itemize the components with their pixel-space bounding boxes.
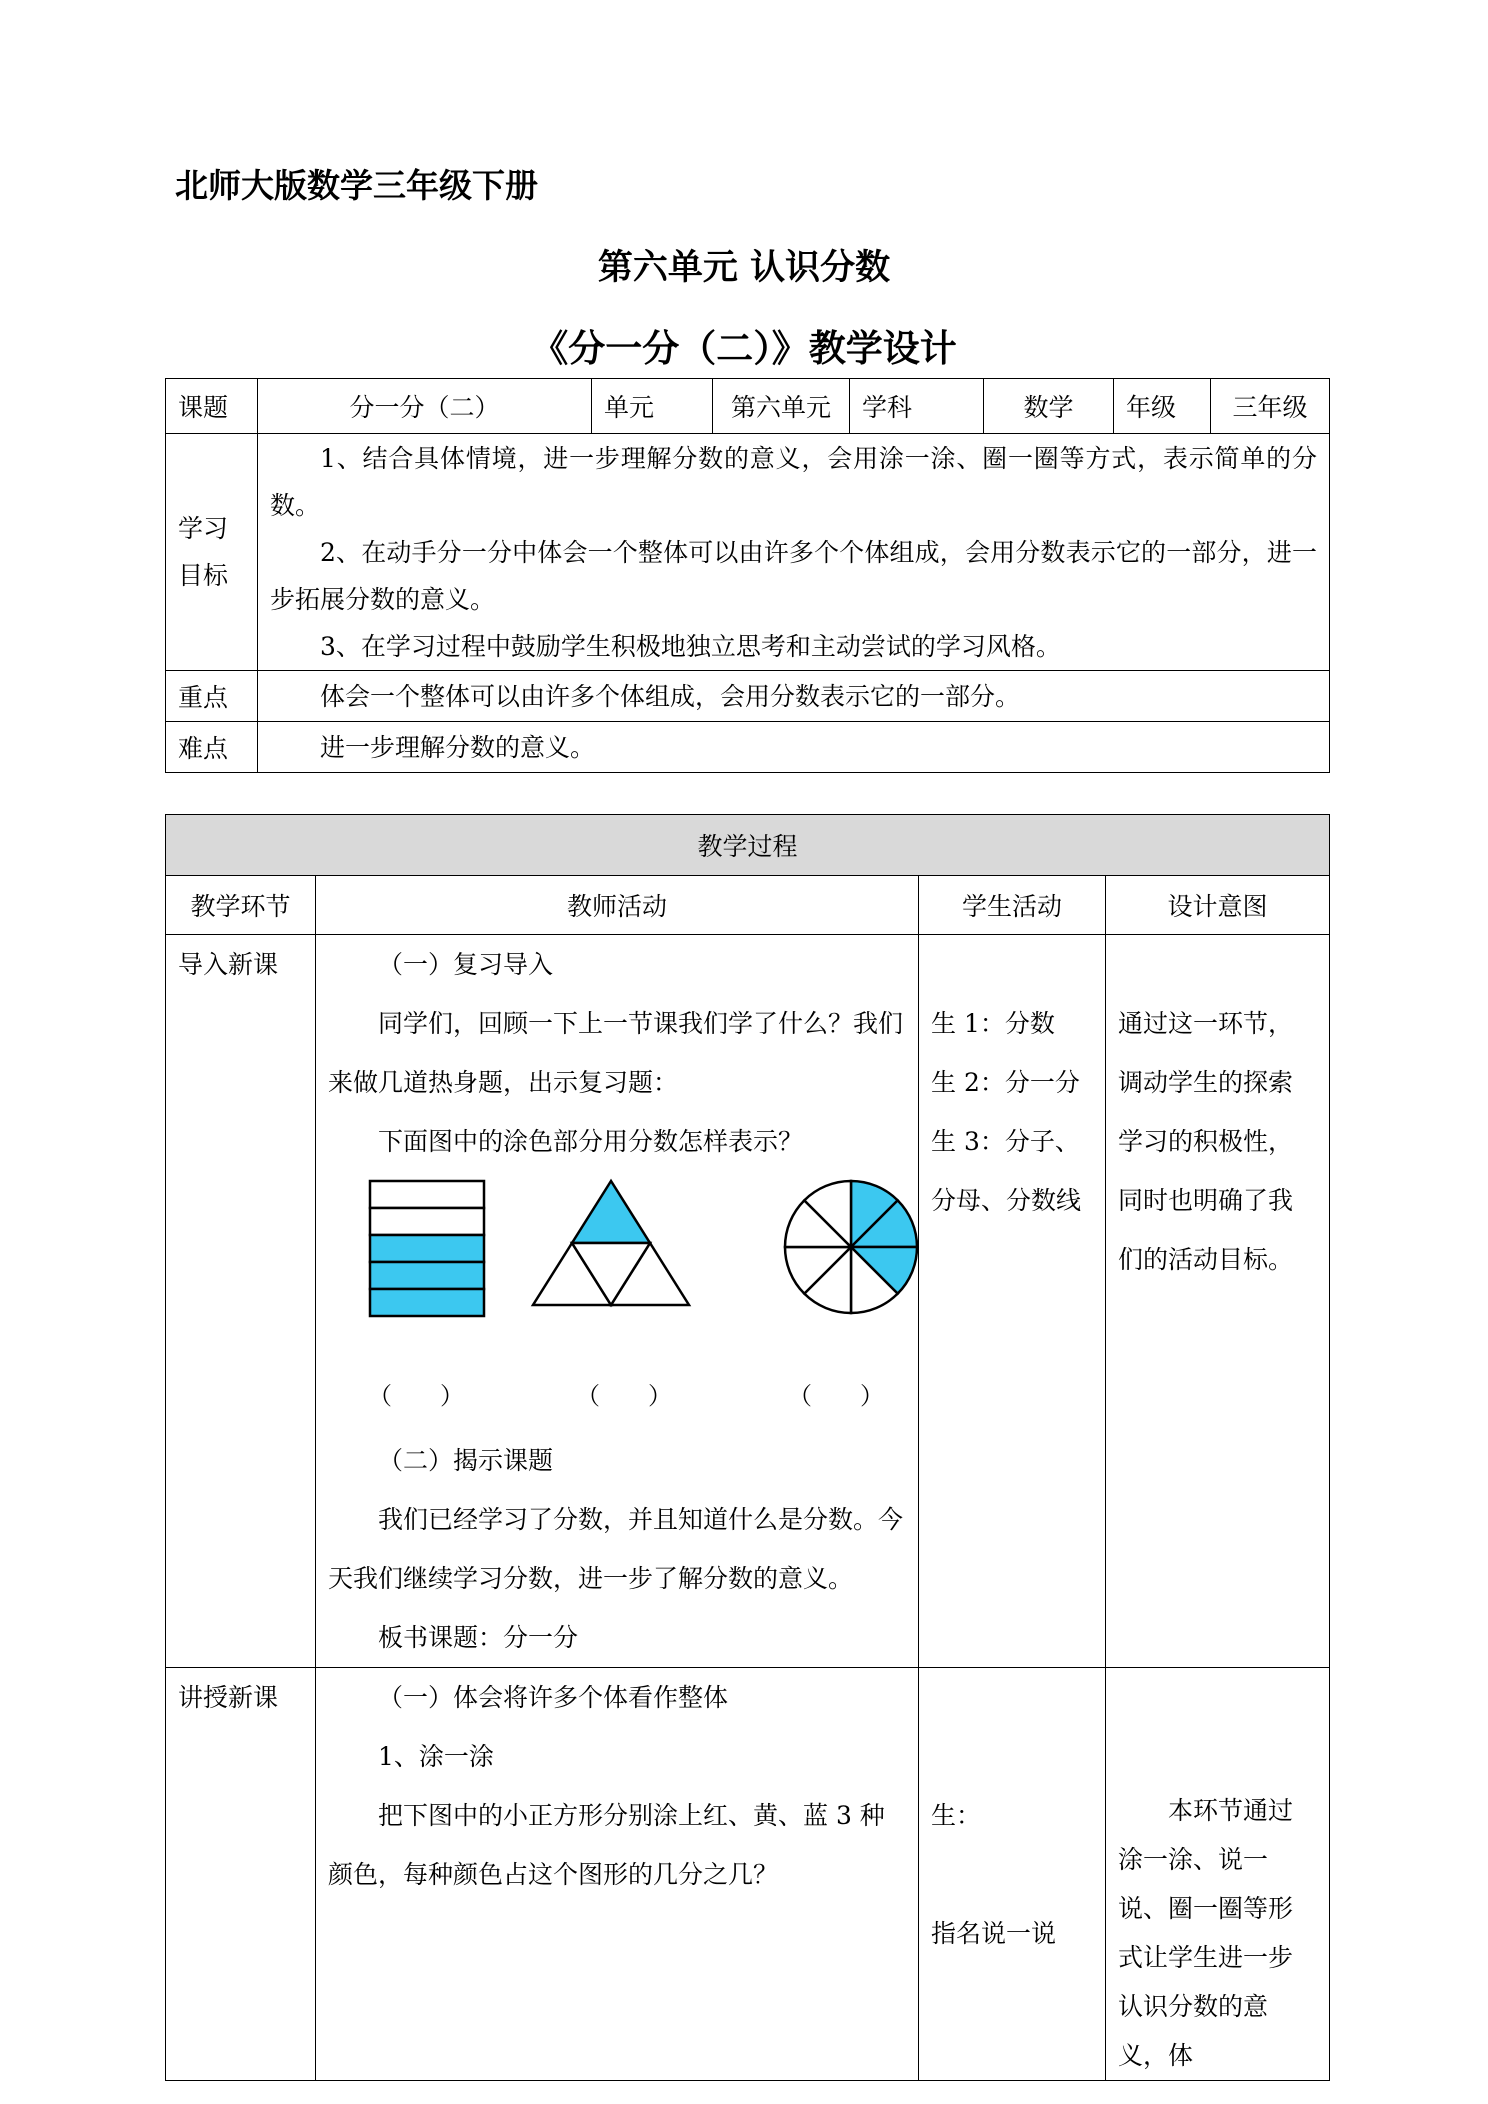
difficult-value: 进一步理解分数的意义。 (258, 722, 1330, 773)
paragraph: 板书课题：分一分 (378, 1623, 579, 1652)
answer-blank: （ ） (788, 1382, 884, 1410)
goal-item: 1、结合具体情境，进一步理解分数的意义，会用涂一涂、圈一圈等方式，表示简单的分数。 (270, 443, 1317, 520)
subsection-title: （一）复习导入 (378, 950, 554, 979)
answer-blank: （ ） (368, 1382, 464, 1410)
goals-label-line1: 学习 (178, 514, 229, 543)
stage-name: 导入新课 (166, 935, 316, 1668)
student-answer: 生 3：分子、分母、分数线 (931, 1127, 1082, 1215)
goals-cell (258, 434, 1330, 671)
difficult-label: 难点 (166, 722, 258, 773)
header-teacher: 教师活动 (316, 876, 919, 935)
subject-value: 数学 (984, 379, 1114, 434)
lesson-info-table (165, 378, 1330, 773)
teacher-activity (316, 935, 919, 1668)
triangle-figure (533, 1181, 689, 1305)
stage-name: 讲授新课 (166, 1668, 316, 2081)
review-figures (328, 1171, 906, 1376)
goal-item: 2、在动手分一分中体会一个整体可以由许多个个体组成，会用分数表示它的一部分，进一步拓展分数的意义。 (270, 537, 1317, 614)
process-title: 教学过程 (166, 815, 1330, 876)
design-intent (1106, 1668, 1330, 2081)
unit-title: 第六单元 认识分数 (597, 248, 891, 288)
lesson-title: 《分一分（二）》教学设计 (531, 327, 957, 370)
key-value: 体会一个整体可以由许多个体组成，会用分数表示它的一部分。 (258, 671, 1330, 722)
header-intent: 设计意图 (1106, 876, 1330, 935)
student-answer: 生： (931, 1801, 982, 1830)
paragraph: 同学们，回顾一下上一节课我们学了什么？我们来做几道热身题，出示复习题： (328, 1009, 904, 1097)
student-answer: 生 2：分一分 (931, 1068, 1080, 1097)
paragraph: 我们已经学习了分数，并且知道什么是分数。今天我们继续学习分数，进一步了解分数的意义。 (328, 1505, 904, 1593)
unit-value: 第六单元 (713, 379, 850, 434)
answer-blanks (328, 1376, 906, 1431)
student-activity (919, 935, 1106, 1668)
topic-value: 分一分（二） (258, 379, 592, 434)
paragraph: 下面图中的涂色部分用分数怎样表示？ (378, 1127, 804, 1156)
teacher-activity (316, 1668, 919, 2081)
subsection-title: （一）体会将许多个体看作整体 (378, 1683, 729, 1712)
student-answer: 生 1：分数 (931, 1009, 1055, 1038)
rectangle-figure (370, 1181, 484, 1316)
fraction-figures (328, 1171, 931, 1376)
design-intent (1106, 935, 1330, 1668)
grade-value: 三年级 (1211, 379, 1330, 434)
header-stage: 教学环节 (166, 876, 316, 935)
header-student: 学生活动 (919, 876, 1106, 935)
grade-label: 年级 (1114, 379, 1211, 434)
circle-figure (785, 1181, 917, 1313)
student-answer: 指名说一说 (931, 1919, 1057, 1948)
intent-text: 本环节通过涂一涂、说一说、圈一圈等形式让学生进一步认识分数的意义，体 (1118, 1796, 1294, 2070)
student-activity (919, 1668, 1106, 2081)
goal-item: 3、在学习过程中鼓励学生积极地独立思考和主动尝试的学习风格。 (320, 631, 1061, 661)
unit-label: 单元 (592, 379, 713, 434)
subject-label: 学科 (850, 379, 984, 434)
answer-blank: （ ） (576, 1382, 672, 1410)
goals-label-line2: 目标 (178, 561, 229, 590)
intent-text: 通过这一环节，调动学生的探索学习的积极性，同时也明确了我们的活动目标。 (1118, 1009, 1294, 1274)
key-label: 重点 (166, 671, 258, 722)
subsection-title: （二）揭示课题 (378, 1446, 554, 1475)
paragraph: 把下图中的小正方形分别涂上红、黄、蓝 3 种颜色，每种颜色占这个图形的几分之几？ (328, 1801, 885, 1889)
goals-label (166, 434, 258, 671)
teaching-process-table (165, 814, 1330, 2081)
subsection-title: 1、涂一涂 (378, 1742, 494, 1771)
topic-label: 课题 (166, 379, 258, 434)
book-title: 北师大版数学三年级下册 (175, 166, 538, 205)
